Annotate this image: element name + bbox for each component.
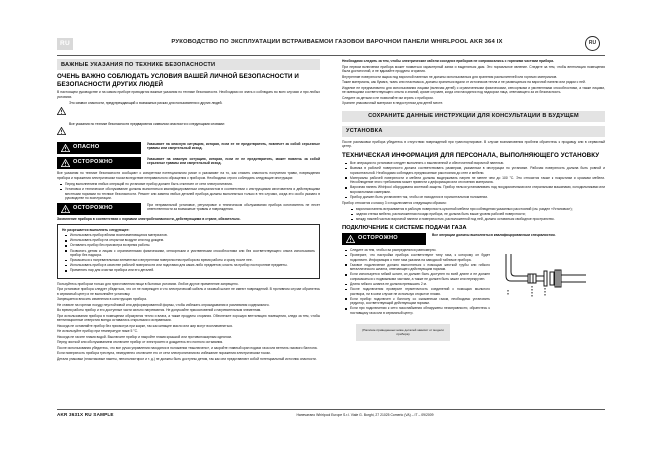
page-title: РУКОВОДСТВО ПО ЭКСПЛУАТАЦИИ ВСТРАИВАЕМОЙ ГАЗОВОЙ ВАРОЧНОЙ ПАНЕЛИ WHIRLPOOL AKR 364 IX [171,39,503,45]
safety-section-band [57,59,320,70]
list-item: Использовать прибор на открытом воздухе или под дождем. [70,238,315,243]
installation-section-title: УСТАНОВКА [346,128,383,134]
grounding-text: Заземление прибора в соответствии с нормами электробезопасности, действующими в стране, обязательно. [57,217,241,222]
right-paragraph: При первом включении прибора может появиться характерный запах и выделяться дым. Это нормальное явление. Следите за тем, чтобы вентиляция помещения была достаточной, и не вдыхайте продукты сгорания. [342,64,605,73]
danger-description: Указывает на опасную ситуацию, которая, если ее не предотвратить, повлечет за собой серьезные травмы или смертельный исход. [147,142,320,151]
gas-bullets [342,248,490,315]
caution-description-1: Указывает на опасную ситуацию, которая, если ее не предотвратить, может повлечь за собой серьезные травмы или смертельный исход. [147,156,320,165]
list-item: варочная панель встраивается в рабочую поверхность кухонной мебели при соблюдении указанных расстояний (см. раздел «Установка»); [356,207,605,212]
warning-symbol-text-2: Все указания по технике безопасности предваряются символом опасности и следующими словами: [69,121,225,126]
safety-paragraph: Во время работы прибор и его доступные части сильно нагреваются. Не допускайте прикосновений к нагревательным элементам. [57,308,262,313]
danger-warning-box [57,142,141,154]
list-item: Следите за тем, чтобы газ распределялся равномерно. [350,248,490,253]
installation-intro: После распаковки прибора убедитесь в отсутствии повреждений при транспортировке. В случае возникновения проблем обратитесь к продавцу или в сервисный центр. [342,139,605,148]
danger-warning-row [57,142,320,154]
list-item: Прибор должен быть установлен так, чтобы он находился в горизонтальном положении. [350,195,605,200]
technical-bullets [342,161,605,199]
technical-note: Прибор относится к классу 3 и подключается следующим образом: [342,201,447,206]
warning-triangle-icon [61,200,70,218]
safety-paragraph: Не используйте прибор при температуре ниже 5 °C. [57,329,138,334]
after-boxes-text: Все указания по технике безопасности сообщают о конкретном потенциальном риске и указывают на то, как снизить опасность получения травм, повреждения прибора и поражения электрическим током вследствие неправильного обращения с прибором. Необходимо строго соблюдать следующие инструкции: [57,171,320,180]
footer-divider [57,409,605,410]
danger-label: ОПАСНО [73,144,100,151]
safety-paragraph: Запрещается вносить изменения в конструкцию прибора. [57,297,147,302]
right-column [342,59,605,366]
keep-instructions-band [342,111,605,122]
safety-paragraph: При установке прибора следует убедиться, что он не поврежден и что электрический кабель и газовый шланг не имеют повреждений. В противном случае обратитесь в сервисный центр и не выполняйте установку. [57,287,320,296]
list-item: Длина гибкого шланга не должна превышать 2 м. [350,282,490,287]
installation-section-band [342,126,605,137]
caution-warning-box-2 [57,203,141,215]
footer-document-code: AKR 3631X RU SAMPLE [57,412,114,417]
list-item: Использовать прибор вблизи воспламеняющихся материалов. [70,233,315,238]
gas-caution-description: Все операции должны выполняться квалифицированным специалистом. [432,233,556,238]
list-item: Если при подключении к сети газоснабжения обнаружены неисправности, обратитесь к поставщику газа или в сервисный центр. [350,306,490,315]
safety-intro-text: В настоящем руководстве и на самом приборе приводятся важные указания по технике безопасности. Необходимо их знать и соблюдать во всех случаях и при любых условиях. [57,90,320,99]
left-column [57,59,320,362]
after-boxes-bullets [57,182,320,201]
warning-triangle-icon [57,102,66,120]
list-item: Выемка в рабочей поверхности должна соответствовать размерам, указанным в инструкции по установке. Рабочая поверхность должна быть ровной и горизонтальной. Необходимо соблюдать предписанные расстояния до стен и мебели. [350,166,605,175]
safety-paragraph: Никогда не оставляйте прибор без присмотра при жарке, так как кипящее масло или жир могут воспламениться. [57,323,233,328]
caution-description-2: При неправильной установке, регулировке и техническом обслуживании прибора изготовитель не несет ответственности за возможные травмы и повреждения. [147,202,320,212]
list-item: Оставлять прибор без присмотра во время работы. [70,243,315,248]
caution-warning-row-1 [57,157,320,169]
safety-paragraph: Перед чисткой или обслуживанием отключите прибор от электросети и дождитесь его полного остывания. [57,340,224,345]
header-divider [57,55,605,56]
safety-paragraph: Детали упаковки (пластиковые пакеты, пенополистирол и т. д.) не должны быть доступны детям, так как они представляют собой потенциальный источник опасности. [57,356,317,361]
right-paragraph: Храните упаковочный материал в недоступном для детей месте. [342,101,444,105]
gas-caution-box [342,233,426,245]
prohibited-bullets [62,233,315,273]
caution-warning-box-1 [57,157,141,169]
technical-info-heading: ТЕХНИЧЕСКАЯ ИНФОРМАЦИЯ ДЛЯ ПЕРСОНАЛА, ВЫПОЛНЯЮЩЕГО УСТАНОВКУ [342,151,600,159]
language-badge: RU [57,38,73,50]
warning-symbol-line-1 [57,101,320,120]
caution-warning-row-2 [57,203,320,215]
prohibited-box-title: Не разрешается выполнять следующее: [62,227,130,232]
safety-paragraph: Никогда не гасите пламя водой. Выключите прибор и накройте пламя крышкой или противопожарным одеялом. [57,334,232,339]
right-paragraph: Изделие не предназначено для использования лицами (включая детей) с ограниченными физическими, сенсорными и умственными способностями, а также лицами, не имеющими соответствующего опыта и знаний, кроме случаев, когда они находятся под надзором лица, отвечающего за их безопасность. [342,85,605,94]
caution-label-2: ОСТОРОЖНО [73,204,113,211]
gas-caution-label: ОСТОРОЖНО [358,235,398,242]
keep-instructions-title: СОХРАНИТЕ ДАННЫЕ ИНСТРУКЦИИ ДЛЯ КОНСУЛЬТАЦИИ В БУДУЩЕМ [368,113,579,119]
gas-caution-row [342,233,605,245]
figure-caption: (Наличие приведенных ниже деталей зависит от модели прибора) [356,324,450,340]
personal-safety-heading: ОЧЕНЬ ВАЖНО СОБЛЮДАТЬ УСЛОВИЯ ВАШЕЙ ЛИЧНОЙ БЕЗОПАСНОСТИ И БЕЗОПАСНОСТИ ДРУГИХ ЛЮДЕЙ [57,73,299,88]
warning-triangle-icon [346,230,355,248]
list-item: Все операции по установке следует выполнять с выключенной и обесточенной варочной панелью. [350,161,605,166]
list-item: Использовать прибор в качестве рабочей поверхности или подставки для каких-либо предметов; класть на прибор посторонние предметы. [70,263,315,268]
list-item: Материалы рабочей поверхности и мебели должны выдерживать нагрев не менее чем до 100 °C. Это относится также к покрытиям и кромкам мебели. Несоблюдение этого требования может привести к деформации или отслоению материала. [350,175,605,185]
right-paragraph: Внутренние поверхности ящика под варочной панелью не должны использоваться для хранения распылителей или горючих материалов. [342,74,558,79]
list-item: Варочная панель Whirlpool оборудована системой защиты. Прибор нельзя устанавливать над посудомоечными или стиральными машинами, холодильниками или морозильными камерами. [350,185,605,194]
warning-symbol-line-2 [57,122,320,141]
list-item: Прикасаться к нагревательным элементам и внутренним поверхностям прибора во время работы и сразу после нее. [70,258,315,263]
safety-paragraph: Не ставьте на горелки посуду неустойчивой или деформированной формы, чтобы избежать опрокидывания и разливания содержимого. [57,302,270,307]
safety-paragraph: Если поверхность прибора треснула, немедленно отключите его от сети электропитания во избежание поражения электрическим током. [57,351,271,356]
safety-paragraph: После использования убедитесь, что все ручки управления находятся в положении «выключено», и закройте главный кран подачи газа или вентиль газового баллона. [57,345,318,350]
safety-paragraph: При использовании прибора в помещении образуются тепло и влага, а также продукты сгорания. Обеспечьте хорошую вентиляцию помещения, следя за тем, чтобы вентиляционные отверстия всегда оставались открытыми и исправными. [57,313,320,323]
prohibited-actions-box [57,224,320,279]
list-item: После подключения проверьте герметичность соединений с помощью мыльного раствора, ни в коем случае не используя открытое пламя. [350,287,490,296]
technical-sub-bullets [342,207,605,222]
warning-symbol-text-1: Это символ опасности, предупреждающий о возможных рисках для пользователя и других людей. [69,101,223,106]
list-item: Газовое подключение должно выполняться с помощью жесткой трубы или гибкого металлического шланга, отвечающего действующим нормам. [350,262,490,272]
gas-connection-heading: ПОДКЛЮЧЕНИЕ К СИСТЕМЕ ПОДАЧИ ГАЗА [342,224,467,231]
list-item: Установка и техническое обслуживание должны выполняться квалифицированным специалистом в соответствии с инструкциями изготовителя и действующими местными нормами по технике безопасности. Ремонт или замена любых деталей прибора должны выполняться только в тех случаях, когда это особо указано в руководстве по эксплуатации. [65,187,320,201]
right-paragraph: Следите за детьми и не позволяйте им играть с прибором. [342,95,434,100]
list-item: Если используется гибкий шланг, он должен быть доступен по всей длине и не должен соприкасаться с подвижными частями, а также не должен быть зажат или перекручен. [350,272,490,281]
right-paragraph: Необходимо следить за тем, чтобы электрические кабели соседних приборов не соприкасались с горячими частями прибора. [342,59,555,63]
list-item: Применять пар для очистки прибора или его деталей. [70,268,315,273]
gas-bullets-wrap [342,248,490,317]
safety-section-title: ВАЖНЫЕ УКАЗАНИЯ ПО ТЕХНИКЕ БЕЗОПАСНОСТИ [61,61,216,68]
language-round-badge: RU [585,36,600,51]
list-item: между нижней частью варочной панели и поверхностью, расположенной под ней, должно оставаться свободное пространство. [356,217,605,222]
list-item: Проверьте, что настройки прибора соответствуют типу газа, к которому он будет подключен. Информация о типе газа указана на заводской табличке прибора. [350,253,490,262]
right-paragraph: Такие материалы, как бумага, ткань или пластмасса, должны храниться вдали от источников тепла и не размещаться на варочной панели или рядом с ней. [342,80,586,84]
safety-paragraph: Пользуйтесь прибором только для приготовления пищи в бытовых условиях. Любое другое применение запрещено. [57,281,239,286]
warning-triangle-icon [57,122,66,140]
gas-pipe-diagram [494,250,605,366]
gas-connection-figure-area [342,248,605,366]
warning-triangle-icon [61,154,70,172]
list-item: Позволять детям и лицам с ограниченными физическими, сенсорными и умственными способностями или без соответствующего опыта использовать прибор без надзора. [70,248,315,258]
list-item: Если прибор подключен к баллону со сжиженным газом, необходимо установить редуктор, соответствующий действующим нормам. [350,296,490,306]
caution-label-1: ОСТОРОЖНО [73,158,113,165]
page-header [57,36,605,54]
list-item: задняя стенка мебели, расположенная позади прибора, не должна быть выше уровня рабочей поверхности; [356,212,605,217]
footer-publisher: Напечатано Whirlpool Europe S.r.l. Viale G. Borghi, 27 21025 Comerio (VA) – IT – 09/2009 [296,413,434,417]
list-item: Перед выполнением любых операций по установке прибор должен быть отключен от сети электропитания. [65,182,320,187]
